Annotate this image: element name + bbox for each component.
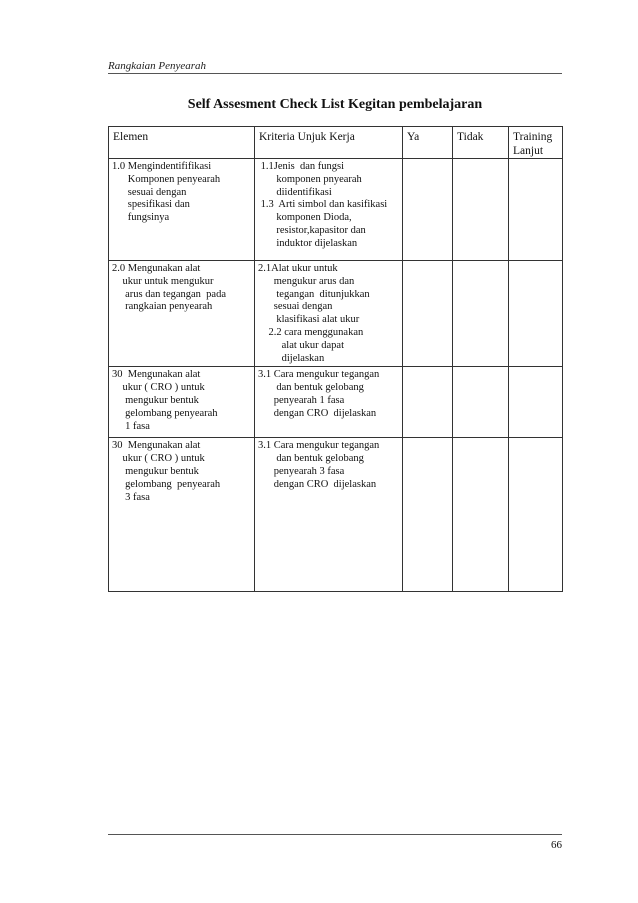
ya-checkbox-cell[interactable] [403, 367, 453, 438]
elemen-line: Komponen penyearah [112, 173, 221, 185]
training-lanjut-cell[interactable] [509, 438, 563, 592]
ya-checkbox-cell[interactable] [403, 159, 453, 261]
kriteria-line: 3.1 Cara mengukur tegangan [258, 440, 380, 452]
elemen-line: 30 Mengunakan alat [112, 369, 201, 381]
kriteria-line: 3.1 Cara mengukur tegangan [258, 369, 380, 381]
kriteria-line: dengan CRO dijelaskan [258, 478, 377, 490]
running-header: Rangkaian Penyearah [108, 60, 207, 72]
table-row [109, 261, 563, 367]
elemen-line: 30 Mengunakan alat [112, 440, 201, 452]
column-header-elemen: Elemen [109, 127, 255, 159]
elemen-line: mengukur bentuk [112, 394, 199, 406]
kriteria-line: dijelaskan [258, 352, 325, 364]
kriteria-line: komponen pnyearah [258, 173, 362, 185]
elemen-cell [109, 367, 255, 438]
elemen-line: gelombang penyearah [112, 478, 221, 490]
table-row [109, 367, 563, 438]
tidak-checkbox-cell[interactable] [453, 159, 509, 261]
elemen-line: rangkaian penyearah [112, 301, 213, 313]
kriteria-line: komponen Dioda, [258, 212, 352, 224]
table-header-row [109, 127, 563, 159]
column-header-tidak: Tidak [453, 127, 509, 159]
elemen-line: ukur ( CRO ) untuk [112, 382, 205, 394]
kriteria-line: dengan CRO dijelaskan [258, 407, 377, 419]
kriteria-line: klasifikasi alat ukur [258, 314, 360, 326]
kriteria-line: penyearah 3 fasa [258, 465, 345, 477]
elemen-line: arus dan tegangan pada [112, 288, 226, 300]
header-rule [108, 73, 562, 74]
kriteria-cell [255, 159, 403, 261]
kriteria-line: 2.1Alat ukur untuk [258, 263, 338, 274]
elemen-cell [109, 438, 255, 592]
training-lanjut-cell[interactable] [509, 261, 563, 367]
self-assessment-table [108, 126, 563, 592]
elemen-cell [109, 261, 255, 367]
elemen-cell [109, 159, 255, 261]
footer-rule [108, 834, 562, 835]
page-number: 66 [551, 839, 562, 851]
column-header-training-line-2: Lanjut [513, 145, 544, 157]
table-row [109, 159, 563, 261]
column-header-kriteria: Kriteria Unjuk Kerja [255, 127, 403, 159]
elemen-line: spesifikasi dan [112, 199, 190, 211]
tidak-checkbox-cell[interactable] [453, 261, 509, 367]
kriteria-line: diidentifikasi [258, 186, 332, 198]
kriteria-line: resistor,kapasitor dan [258, 224, 366, 236]
elemen-line: mengukur bentuk [112, 465, 199, 477]
column-header-training [509, 127, 563, 159]
column-header-training-line-1: Training [513, 131, 553, 143]
training-lanjut-cell[interactable] [509, 159, 563, 261]
elemen-line: gelombang penyearah [112, 407, 218, 419]
kriteria-line: dan bentuk gelobang [258, 382, 364, 394]
kriteria-line: dan bentuk gelobang [258, 453, 364, 465]
elemen-line: ukur ( CRO ) untuk [112, 453, 205, 465]
kriteria-line: tegangan ditunjukkan [258, 288, 370, 300]
elemen-line: ukur untuk mengukur [112, 275, 214, 287]
table-row [109, 438, 563, 592]
kriteria-line: sesuai dengan [258, 301, 333, 313]
kriteria-line: alat ukur dapat [258, 339, 345, 351]
kriteria-cell [255, 261, 403, 367]
tidak-checkbox-cell[interactable] [453, 367, 509, 438]
ya-checkbox-cell[interactable] [403, 261, 453, 367]
kriteria-line: penyearah 1 fasa [258, 394, 345, 406]
tidak-checkbox-cell[interactable] [453, 438, 509, 592]
document-title: Self Assesment Check List Kegitan pembelajaran [187, 97, 483, 112]
kriteria-line: 1.3 Arti simbol dan kasifikasi [258, 199, 388, 211]
elemen-line: 1 fasa [112, 420, 150, 432]
elemen-line: 3 fasa [112, 491, 150, 503]
kriteria-line: 2.2 cara menggunakan [258, 326, 364, 338]
kriteria-line: 1.1Jenis dan fungsi [258, 161, 345, 172]
kriteria-line: induktor dijelaskan [258, 237, 358, 249]
column-header-ya: Ya [403, 127, 453, 159]
elemen-line: 2.0 Mengunakan alat [112, 263, 201, 274]
elemen-line: 1.0 Mengindentififikasi [112, 161, 212, 172]
ya-checkbox-cell[interactable] [403, 438, 453, 592]
elemen-line: fungsinya [112, 212, 170, 224]
kriteria-line: mengukur arus dan [258, 275, 355, 287]
elemen-line: sesuai dengan [112, 186, 187, 198]
kriteria-cell [255, 438, 403, 592]
kriteria-cell [255, 367, 403, 438]
training-lanjut-cell[interactable] [509, 367, 563, 438]
